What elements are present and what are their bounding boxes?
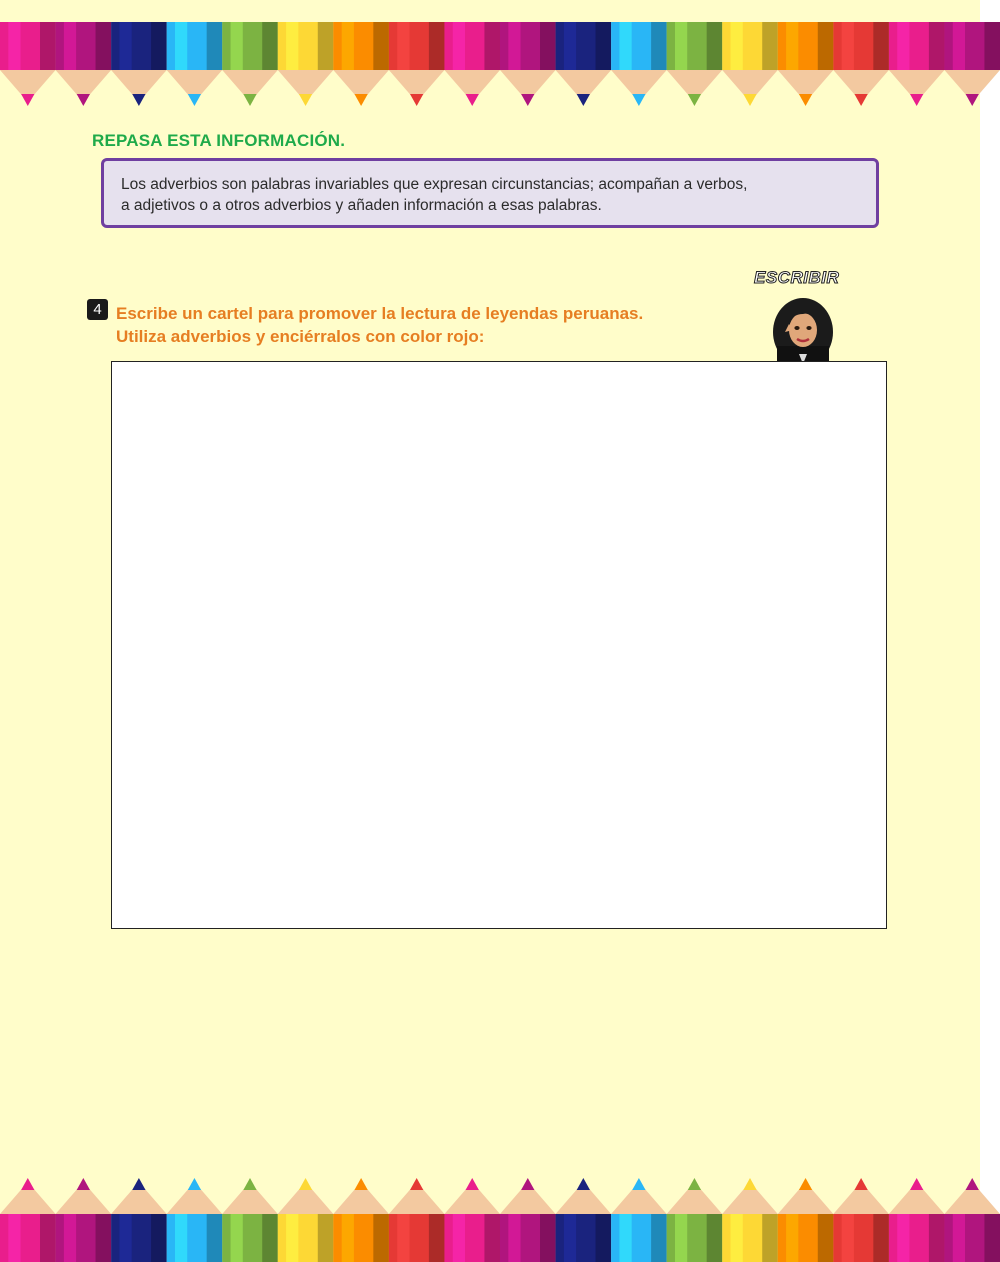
pencil bbox=[500, 1178, 556, 1262]
pencil bbox=[722, 1178, 778, 1262]
pencil bbox=[556, 1178, 612, 1262]
pencil-border-bottom bbox=[0, 1172, 1000, 1262]
pencil bbox=[56, 22, 112, 106]
pencil bbox=[444, 22, 500, 106]
teacher-avatar bbox=[763, 294, 843, 364]
pencil bbox=[56, 1178, 112, 1262]
pencil bbox=[167, 22, 223, 106]
pencil bbox=[278, 1178, 334, 1262]
pencil bbox=[0, 22, 56, 106]
page-edge bbox=[980, 0, 1000, 1248]
info-text-line-1: Los adverbios son palabras invariables que expresan circunstancias; acompañan a verbos, bbox=[121, 176, 748, 193]
pencil bbox=[778, 1178, 834, 1262]
pencil bbox=[278, 22, 334, 106]
pencil bbox=[389, 22, 445, 106]
pencil bbox=[333, 1178, 389, 1262]
pencil bbox=[833, 1178, 889, 1262]
pencil-border-top bbox=[0, 22, 1000, 112]
instruction-line-2: Utiliza adverbios y enciérralos con color rojo: bbox=[116, 327, 485, 346]
pencil bbox=[722, 22, 778, 106]
pencil bbox=[667, 22, 723, 106]
pencil bbox=[222, 1178, 278, 1262]
pencil bbox=[833, 22, 889, 106]
pencil bbox=[944, 22, 1000, 106]
pencil bbox=[667, 1178, 723, 1262]
pencil bbox=[111, 1178, 167, 1262]
info-text-line-2: a adjetivos o a otros adverbios y añaden información a esas palabras. bbox=[121, 197, 602, 214]
pencil bbox=[889, 22, 945, 106]
pencil bbox=[500, 22, 556, 106]
pencil bbox=[556, 22, 612, 106]
pencil bbox=[167, 1178, 223, 1262]
pencil bbox=[333, 22, 389, 106]
pencil bbox=[0, 1178, 56, 1262]
activity-number-badge: 4 bbox=[87, 299, 108, 320]
pencil bbox=[611, 1178, 667, 1262]
pencil bbox=[889, 1178, 945, 1262]
poster-answer-area[interactable] bbox=[111, 361, 887, 929]
activity-type-label: ESCRIBIR bbox=[754, 268, 840, 287]
instruction-line-1: Escribe un cartel para promover la lectura de leyendas peruanas. bbox=[116, 304, 644, 323]
info-box bbox=[101, 158, 879, 228]
pencil bbox=[444, 1178, 500, 1262]
pencil bbox=[611, 22, 667, 106]
pencil bbox=[222, 22, 278, 106]
pencil bbox=[778, 22, 834, 106]
activity-instruction bbox=[116, 302, 756, 348]
pencil bbox=[111, 22, 167, 106]
pencil bbox=[389, 1178, 445, 1262]
pencil bbox=[944, 1178, 1000, 1262]
section-title: REPASA ESTA INFORMACIÓN. bbox=[92, 131, 346, 150]
